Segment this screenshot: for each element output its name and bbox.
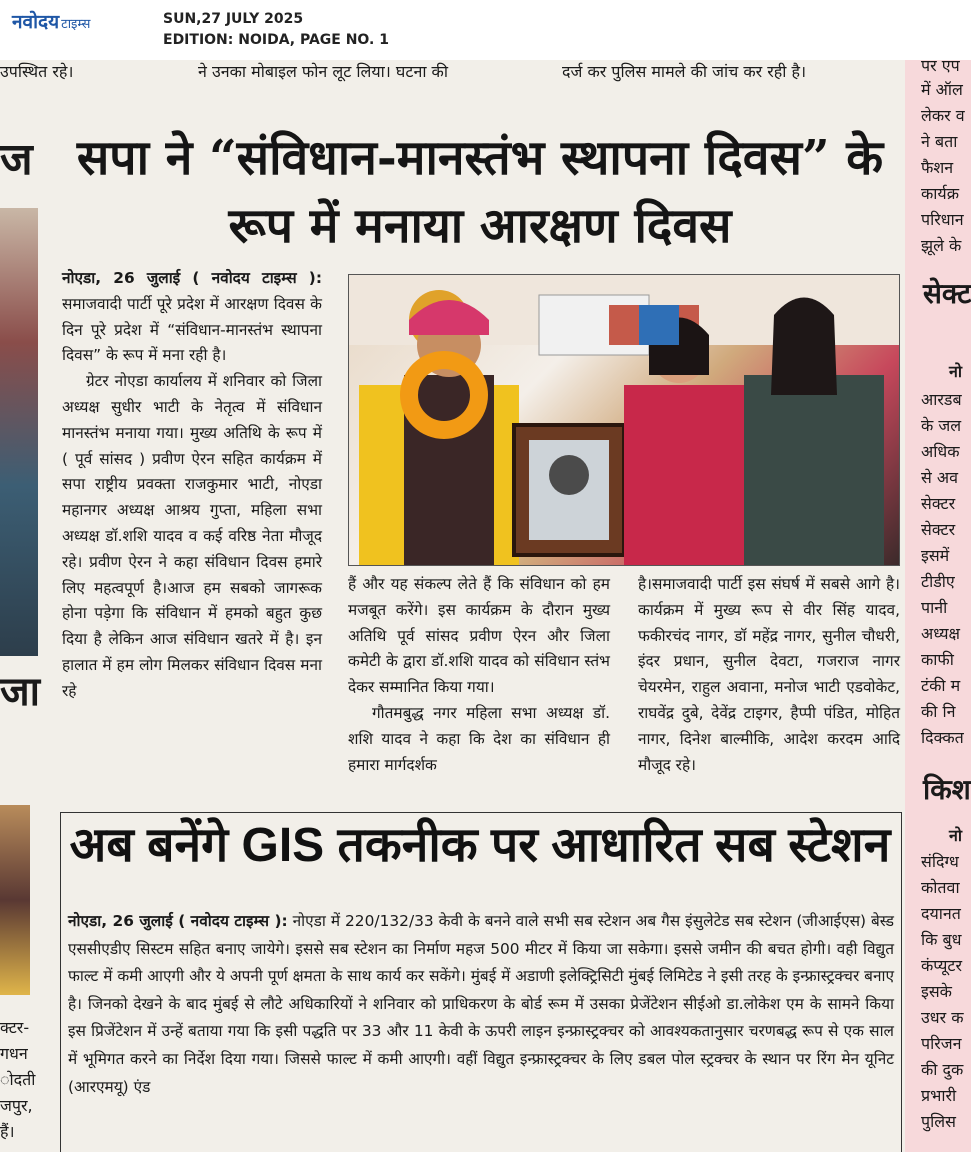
- story1-column-3: [638, 572, 900, 778]
- right-col-line: पर एप: [921, 60, 960, 75]
- logo-subtext: टाइम्स: [61, 17, 91, 32]
- story1-headline[interactable]: सपा ने “संविधान-मानस्तंभ स्थापना दिवस” के रूप में मनाया आरक्षण दिवस: [76, 130, 884, 254]
- right-col-line: दयानत: [921, 904, 961, 923]
- left-cut-line: गधन: [0, 1044, 28, 1063]
- right-col-line: उधर क: [921, 1008, 964, 1027]
- story1-para-2: ग्रेटर नोएडा कार्यालय में शनिवार को जिला अध्यक्ष सुधीर भाटी के नेतृत्व में संविधान मानस्तंभ मनाया गया। मुख्य अतिथि के रूप में ( पूर्व सांसद ) प्रवीण ऐरन सहित कार्यक्रम में सपा राष्ट्रीय प्रवक्ता राजकुमार भाटी, नोएडा महानगर अध्यक्ष आश्रय गुप्ता, महिला सभा अध्यक्ष डॉ.शशि यादव व कई वरिष्ठ नेता मौजूद रहे। प्रवीण ऐरन ने कहा संविधान दिवस हमारे लिए महत्वपूर्ण है।आज हम सबको जागरूक होना पड़ेगा कि संविधान में हमको बहुत कुछ दिया है लेकिन आज संविधान खतरे में है। इन हालात में हम लोग मिलकर संविधान दिवस मना रहे: [62, 372, 322, 700]
- right-col-line: संदिग्ध: [921, 852, 959, 871]
- right-col-headline-2: किश: [923, 773, 971, 806]
- edition-header-bar: [0, 0, 971, 61]
- right-col-line: टीडीए: [921, 572, 955, 591]
- story1-para-3: हैं और यह संकल्प लेते हैं कि संविधान को हम मजबूत करेंगे। इस कार्यक्रम के दौरान मुख्य अतिथि पूर्व सांसद प्रवीण ऐरन और जिला कमेटी के द्वारा डॉ.शशि यादव को संविधान स्तंभ देकर सम्मानित किया गया।: [348, 575, 610, 697]
- right-col-line: के जल: [921, 416, 962, 435]
- right-col-line: कार्यक्र: [921, 184, 960, 203]
- right-col-line: फैशन: [921, 158, 954, 177]
- story1-dateline: नोएडा, 26 जुलाई ( नवोदय टाइम्स ):: [62, 269, 322, 287]
- right-col-line: कंप्यूटर: [921, 956, 962, 975]
- right-top-snippet: दर्ज कर पुलिस मामले की जांच कर रही है।: [562, 62, 807, 81]
- event-photo-illustration: [349, 275, 899, 565]
- story1-column-1: [62, 266, 322, 705]
- left-cut-headline: ज: [0, 134, 33, 185]
- right-col-line: अध्यक्ष: [921, 624, 960, 643]
- story1-para-5: है।समाजवादी पार्टी इस संघर्ष में सबसे आगे है।कार्यक्रम में मुख्य रूप से वीर सिंह यादव, फकीरचंद नागर, डॉ महेंद्र नागर, सुनील चौधरी, इंदर प्रधान, सुनील देवटा, गजराज नागर चेयरमेन, राहुल अवाना, मनोज भाटी एडवोकेट, राघवेंद्र दुबे, देवेंद्र टाइगर, हैप्पी पंडित, मोहित नागर, दिनेश बाल्मीकि, आदेश करदम आदि मौजूद रहे।: [638, 575, 900, 774]
- right-col-line: पुलिस: [921, 1112, 956, 1131]
- right-col-line: में ऑल: [921, 80, 963, 99]
- story2-body: [68, 908, 894, 1101]
- right-col-line: परिधान: [921, 210, 964, 229]
- right-col-line: आरडब: [921, 390, 962, 409]
- right-col-line: अधिक: [921, 442, 960, 461]
- story2-headline[interactable]: अब बनेंगे GIS तकनीक पर आधारित सब स्टेशन: [69, 819, 891, 872]
- logo-text: नवोदय: [12, 11, 60, 33]
- right-col-line: कि बुध: [921, 930, 962, 949]
- right-col-line: सेक्टर: [921, 520, 956, 539]
- right-col-line: सेक्टर: [921, 494, 956, 513]
- story1-photo[interactable]: [348, 274, 900, 566]
- right-col-line: लेकर व: [921, 106, 965, 125]
- left-cut-headline-2: जा: [0, 669, 41, 715]
- right-col-line: टंकी म: [921, 676, 961, 695]
- newspaper-logo[interactable]: [12, 8, 90, 34]
- edition-page: EDITION: NOIDA, PAGE NO. 1: [163, 32, 389, 48]
- middle-top-snippet: ने उनका मोबाइल फोन लूट लिया। घटना की: [198, 62, 448, 81]
- right-col-line: से अव: [921, 468, 959, 487]
- right-col-line: इसमें: [921, 546, 950, 565]
- story1-column-2: [348, 572, 610, 778]
- newspaper-page[interactable]: [0, 60, 905, 1152]
- right-col-headline: सेक्ट: [923, 277, 971, 310]
- right-adjacent-column[interactable]: [905, 60, 971, 1152]
- right-col-line: की दुक: [921, 1060, 964, 1079]
- left-cut-line: जपुर,: [0, 1096, 33, 1115]
- left-cut-photo: [0, 208, 38, 656]
- right-col-line: दिक्कत: [921, 728, 964, 747]
- right-col-line: परिजन: [921, 1034, 962, 1053]
- right-col-line: झूले के: [921, 236, 962, 255]
- right-col-line: काफी: [921, 650, 954, 669]
- left-cut-photo-2: [0, 805, 30, 995]
- story2-text: नोएडा में 220/132/33 केवी के बनने वाले सभी सब स्टेशन अब गैस इंसुलेटेड सब स्टेशन (जीआईएस) बेस्ड एससीएडीए सिस्टम सहित बनाए जायेगे। इससे सब स्टेशन का निर्माण महज 500 मीटर में किया जा सकेगा। इससे जमीन की बचत होगी। वही विद्युत फाल्ट में कमी आएगी और ये अपनी पूर्ण क्षमता के साथ कार्य कर सकेंगे। मुंबई में अडाणी इलेक्ट्रिसिटी मुंबई लिमिटेड ने इसी तरह के इन्फ्रास्ट्रक्चर बनाए है। जिनको देखने के बाद मुंबई से लौटे अधिकारियों ने शनिवार को प्राधिकरण के बोर्ड रूम में उसका प्रेजेंटेशन सीईओ डा.लोकेश एम के सामने किया इस प्रिजेंटेशन में उन्हें बताया गया कि इसी पद्धति पर 33 और 11 केवी के ऊपरी लाइन इन्फ्रास्ट्रक्चर को आवश्यकतानुसार चरणबद्ध रूप से एक साल में भूमिगत करने का निर्देश दिया गया। जिससे फाल्ट में कमी आएगी। वहीं विद्युत इन्फ्रास्ट्रक्चर के लिए डबल पोल स्ट्रक्चर के स्थान पर रिंग मेन यूनिट (आरएमयू) एंड: [68, 912, 894, 1096]
- left-top-snippet: उपस्थित रहे।: [0, 62, 74, 81]
- story1-para-4: गौतमबुद्ध नगर महिला सभा अध्यक्ष डॉ. शशि यादव ने कहा कि देश का संविधान ही हमारा मार्गदर्शक: [348, 703, 610, 774]
- right-col-line: ने बता: [921, 132, 958, 151]
- right-col-line: प्रभारी: [921, 1086, 957, 1105]
- left-cut-line: ोदती: [0, 1070, 36, 1089]
- story2-dateline: नोएडा, 26 जुलाई ( नवोदय टाइम्स ):: [68, 912, 288, 930]
- edition-date: SUN,27 JULY 2025: [163, 11, 304, 27]
- right-col-line: पानी: [921, 598, 948, 617]
- left-cut-line: क्टर-: [0, 1018, 30, 1037]
- right-col-line: नो: [949, 362, 963, 381]
- left-cut-line: हैं।: [0, 1122, 15, 1141]
- right-col-line: इसके: [921, 982, 952, 1001]
- right-col-line: कोतवा: [921, 878, 960, 897]
- right-col-line: नो: [949, 826, 963, 845]
- right-col-line: की नि: [921, 702, 956, 721]
- story1-para-1: समाजवादी पार्टी पूरे प्रदेश में आरक्षण दिवस के दिन पूरे प्रदेश में “संविधान-मानस्तंभ स्थापना दिवस” के रूप में मना रही है।: [62, 294, 322, 365]
- edition-meta: [163, 9, 389, 51]
